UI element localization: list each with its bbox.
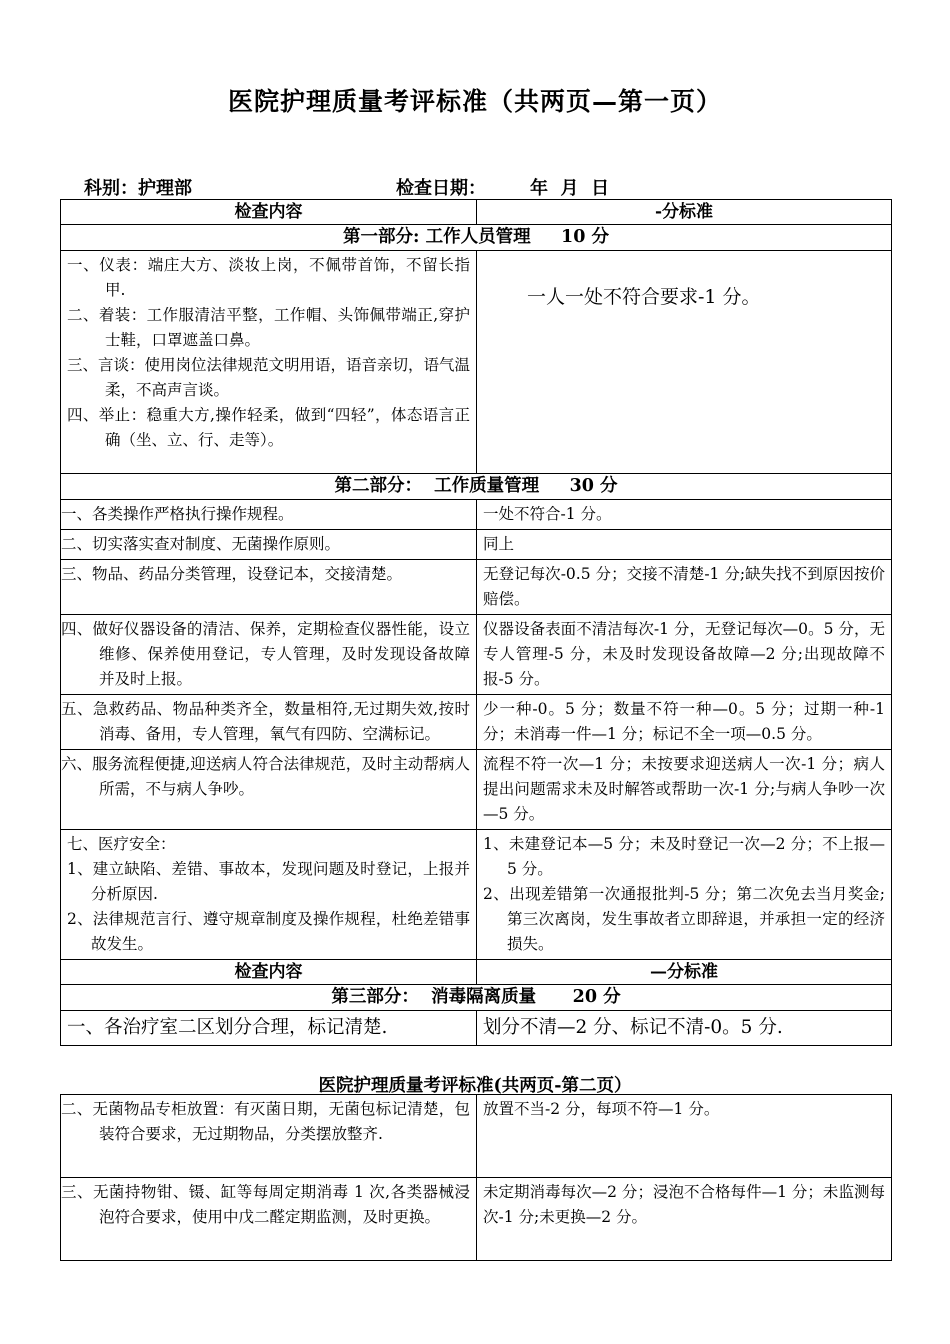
row-standard: 流程不符一次—1 分；未按要求迎送病人一次-1 分；病人提出问题需求未及时解答或帮助一次-1 分;与病人争吵一次—5 分。	[477, 750, 892, 830]
table-row	[61, 1011, 892, 1046]
part1-standard-cell: 一人一处不符合要求-1 分。	[477, 251, 892, 474]
section-heading-part1: 第一部分: 工作人员管理 10 分	[61, 225, 892, 251]
list-item: 1、建立缺陷、差错、事故本，发现问题及时登记，上报并分析原因.	[67, 860, 470, 903]
row-content: 六、服务流程便捷,迎送病人符合法律规范，及时主动帮病人所需，不与病人争吵。	[61, 750, 477, 830]
row-standard: 未定期消毒每次—2 分；浸泡不合格每件—1 分；未监测每次-1 分;未更换—2 分。	[477, 1178, 892, 1261]
inspection-date-units: 年 月 日	[530, 178, 610, 199]
row-standard: 同上	[477, 530, 892, 560]
inspection-date-label: 检查日期：	[396, 178, 486, 199]
row-standard: 仪器设备表面不清洁每次-1 分，无登记每次—0。5 分，无专人管理-5 分，未及时发现设备故障—2 分;出现故障不报-5 分。	[477, 615, 892, 695]
table-row	[61, 1178, 892, 1261]
section-row-part1	[61, 225, 892, 251]
table-row	[61, 251, 892, 474]
row-standard	[477, 830, 892, 960]
section-row-part3	[61, 985, 892, 1011]
table-row	[61, 830, 892, 960]
row-content: 一、各治疗室二区划分合理，标记清楚.	[61, 1011, 477, 1046]
list-item: 2、法律规范言行、遵守规章制度及操作规程，杜绝差错事故发生。	[67, 910, 470, 953]
row-content: 三、无菌持物钳、镊、缸等每周定期消毒 1 次,各类器械浸泡符合要求，使用中戊二醛定期监测，及时更换。	[61, 1178, 477, 1261]
table-row	[61, 695, 892, 750]
row-standard: 一处不符合-1 分。	[477, 500, 892, 530]
row-content: 四、做好仪器设备的清洁、保养，定期检查仪器性能，设立维修、保养使用登记，专人管理，及时发现设备故障并及时上报。	[61, 615, 477, 695]
list-item: 1、未建登记本—5 分；未及时登记一次—2 分；不上报—5 分。	[483, 835, 885, 878]
list-item: 三、言谈：使用岗位法律规范文明用语，语音亲切，语气温柔，不高声言谈。	[67, 356, 471, 399]
row-standard: 无登记每次-0.5 分；交接不清楚-1 分;缺失找不到原因按价赔偿。	[477, 560, 892, 615]
table-row	[61, 1095, 892, 1178]
table-row	[61, 530, 892, 560]
row-content: 二、切实落实查对制度、无菌操作原则。	[61, 530, 477, 560]
list-item: 一、仪表：端庄大方、淡妆上岗，不佩带首饰，不留长指甲.	[67, 256, 470, 299]
section-heading-part2: 第二部分： 工作质量管理 30 分	[61, 474, 892, 500]
header-content: 检查内容	[61, 960, 477, 985]
row-standard: 放置不当-2 分，每项不符—1 分。	[477, 1095, 892, 1178]
table-row	[61, 750, 892, 830]
row-content: 三、物品、药品分类管理，设登记本，交接清楚。	[61, 560, 477, 615]
list-item: 四、举止：稳重大方,操作轻柔，做到“四轻”，体态语言正确（坐、立、行、走等）。	[67, 406, 470, 449]
table-row	[61, 500, 892, 530]
evaluation-table-page1	[60, 199, 892, 1046]
page2-title: 医院护理质量考评标准(共两页-第二页）	[318, 1076, 632, 1096]
row-content	[61, 830, 477, 960]
department-label: 科别：护理部	[84, 178, 192, 199]
page-title: 医院护理质量考评标准（共两页—第一页）	[227, 87, 722, 116]
table-header-row	[61, 200, 892, 225]
list-item: 2、出现差错第一次通报批判-5 分；第二次免去当月奖金;第三次离岗，发生事故者立即辞退，并承担一定的经济损失。	[483, 885, 885, 953]
header-standard: -分标准	[477, 200, 892, 225]
section-heading-part3: 第三部分： 消毒隔离质量 20 分	[61, 985, 892, 1011]
table-row	[61, 615, 892, 695]
row-content: 二、无菌物品专柜放置：有灭菌日期，无菌包标记清楚，包装符合要求，无过期物品，分类摆放整齐.	[61, 1095, 477, 1178]
row-content: 一、各类操作严格执行操作规程。	[61, 500, 477, 530]
list-heading: 七、医疗安全：	[67, 835, 176, 853]
row-content: 五、急救药品、物品种类齐全，数量相符,无过期失效,按时消毒、备用，专人管理，氧气有四防、空满标记。	[61, 695, 477, 750]
table-header-row	[61, 960, 892, 985]
row-standard: 少一种-0。5 分；数量不符一种—0。5 分；过期一种-1 分；未消毒一件—1 分；标记不全一项—0.5 分。	[477, 695, 892, 750]
part1-content-cell	[61, 251, 477, 474]
evaluation-table-page2	[60, 1094, 892, 1261]
list-item: 二、着装：工作服清洁平整，工作帽、头饰佩带端正,穿护士鞋，口罩遮盖口鼻。	[67, 306, 470, 349]
table-row	[61, 560, 892, 615]
header-standard: —分标准	[477, 960, 892, 985]
row-standard: 划分不清—2 分、标记不清-0。5 分.	[477, 1011, 892, 1046]
section-row-part2	[61, 474, 892, 500]
header-content: 检查内容	[61, 200, 477, 225]
